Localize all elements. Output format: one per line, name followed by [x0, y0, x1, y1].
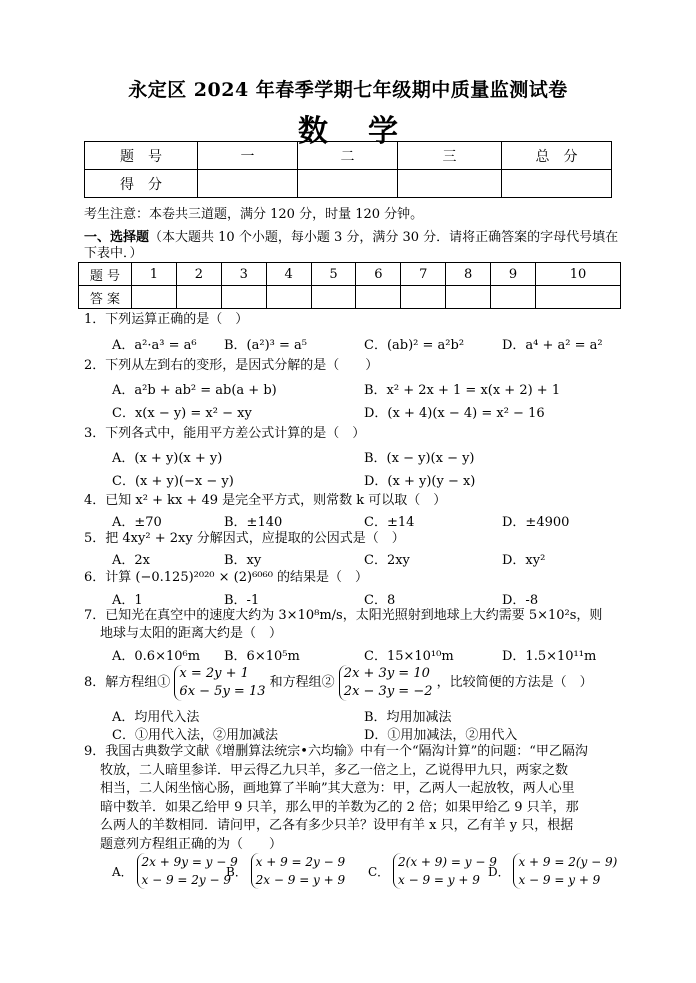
question-9-text: [84, 743, 614, 855]
question-8-post: ，比较简便的方法是（ ）: [436, 675, 593, 690]
answer-number: 4: [266, 263, 311, 286]
question-1-stem: 1．下列运算正确的是（ ）: [84, 312, 249, 327]
score-header-label: 题 号: [85, 142, 198, 170]
question-9-line: 牧放，二人暗里参详．甲云得乙九只羊，多乙一倍之上，乙说得甲九只，两家之数: [100, 762, 569, 778]
question-1-option-a: A．a²·a³ = a⁶: [112, 338, 197, 353]
question-1-option-c: C．(ab)² = a²b²: [364, 338, 465, 353]
score-cell: [502, 170, 612, 198]
question-3-option-d: D．(x + y)(y − x): [364, 474, 476, 489]
question-5-option-c: C．2xy: [364, 553, 410, 568]
question-9-option-d-eq-1: x + 9 = 2(y − 9): [518, 855, 618, 869]
answer-cell: [176, 286, 221, 309]
answer-number: 10: [536, 263, 621, 286]
answer-row-number-label: 题 号: [79, 263, 132, 286]
question-6-option-b: B．-1: [224, 593, 260, 608]
score-header-2: 二: [298, 142, 398, 170]
question-9-option-d-eq-2: x − 9 = y + 9: [518, 873, 601, 887]
exam-title: 永定区 2024 年春季学期七年级期中质量监测试卷: [128, 79, 568, 101]
answer-number: 3: [221, 263, 266, 286]
question-6-stem: 6．计算 (−0.125)²⁰²⁰ × (2)⁶⁰⁶⁰ 的结果是（ ）: [84, 570, 369, 585]
question-3-option-c: C．(x + y)(−x − y): [112, 474, 234, 489]
answer-number: 9: [491, 263, 536, 286]
question-8-system-2-eq-2: 2x − 3y = −2: [343, 684, 433, 699]
answer-cell: [536, 286, 621, 309]
question-1-option-d: D．a⁴ + a² = a²: [502, 338, 603, 353]
question-9-option-b: [226, 853, 345, 889]
question-9-option-d-system: [513, 853, 617, 889]
question-2-option-c: C．x(x − y) = x² − xy: [112, 406, 252, 421]
question-4-option-a: A．±70: [112, 515, 162, 530]
question-2-option-d: D．(x + 4)(x − 4) = x² − 16: [364, 406, 545, 421]
question-4-option-d: D．±4900: [502, 515, 570, 530]
question-5-option-b: B．xy: [224, 553, 262, 568]
question-9-option-a-label: A．: [112, 864, 133, 879]
question-9-option-c-eq-1: 2(x + 9) = y − 9: [398, 855, 497, 869]
section-1-text: （本大题共 10 个小题，每小题 3 分，满分 30 分．请将正确答案的字母代号填在下表中．）: [84, 230, 619, 261]
answer-cell: [311, 286, 356, 309]
answer-cell: [491, 286, 536, 309]
question-4-option-b: B．±140: [224, 515, 283, 530]
score-header-3: 三: [398, 142, 502, 170]
question-9-option-b-eq-2: 2x − 9 = y + 9: [255, 873, 346, 887]
question-9-option-c-eq-2: x − 9 = y + 9: [398, 873, 480, 887]
question-8-option-d: D．①用加减法，②用代入: [364, 728, 518, 743]
question-8-system-1: [174, 665, 265, 701]
question-7-option-a: A．0.6×10⁶m: [112, 649, 201, 664]
question-9-line: 题意列方程组正确的为（ ）: [100, 836, 283, 852]
question-1-option-b: B．(a²)³ = a⁵: [224, 338, 307, 353]
question-3-option-b: B．(x − y)(x − y): [364, 451, 475, 466]
question-9-option-d: [488, 853, 617, 889]
question-8-system-1-eq-1: x = 2y + 1: [179, 666, 249, 681]
question-5-stem: 5．把 4xy² + 2xy 分解因式，应提取的公因式是（ ）: [84, 531, 405, 546]
question-8-system-2: [339, 665, 433, 701]
answer-cell: [266, 286, 311, 309]
question-9-option-c-system: [393, 853, 497, 889]
question-7-option-d: D．1.5×10¹¹m: [502, 649, 597, 664]
question-9-option-b-system: [251, 853, 346, 889]
exam-notice: 考生注意：本卷共三道题，满分 120 分，时量 120 分钟。: [84, 207, 424, 222]
question-2-stem: 2．下列从左到右的变形，是因式分解的是（ ）: [84, 358, 379, 373]
question-8-stem: [84, 665, 593, 701]
section-1-instructions: [84, 230, 624, 262]
answer-cell: [401, 286, 446, 309]
question-6-option-d: D．-8: [502, 593, 539, 608]
question-4-stem: 4．已知 x² + kx + 49 是完全平方式，则常数 k 可以取（ ）: [84, 493, 447, 508]
section-1-heading: 一、选择题: [84, 230, 150, 245]
question-9-line: 相当，二人闲坐恼心肠，画地算了半晌”其大意为：甲，乙两人一起放牧，两人心里: [100, 781, 575, 797]
question-7-line-1: 7．已知光在真空中的速度大约为 3×10⁸m/s，太阳光照射到地球上大约需要 5×10²s，则: [84, 608, 603, 623]
answer-number: 6: [356, 263, 401, 286]
question-5-option-a: A．2x: [112, 553, 150, 568]
question-8-option-a: A．均用代入法: [112, 710, 200, 725]
question-8-option-b: B．均用加减法: [364, 710, 452, 725]
score-header-1: 一: [198, 142, 298, 170]
question-9-option-a-eq-2: x − 9 = 2y − 9: [141, 873, 232, 887]
question-8-system-1-eq-2: 6x − 5y = 13: [179, 684, 266, 699]
subject-title: 数学: [298, 114, 438, 149]
question-9-option-c-label: C．: [368, 864, 390, 879]
score-row-label: 得 分: [85, 170, 198, 198]
question-3-option-a: A．(x + y)(x + y): [112, 451, 223, 466]
question-9-line: 么两人的羊数相同．请问甲，乙各有多少只羊？设甲有羊 x 只，乙有羊 y 只，根据: [100, 818, 574, 834]
question-9-option-b-label: B．: [226, 864, 247, 879]
question-8-pre: 8．解方程组①: [84, 675, 171, 690]
answer-cell: [221, 286, 266, 309]
score-cell: [198, 170, 298, 198]
question-8-option-c: C．①用代入法，②用加减法: [112, 728, 278, 743]
answer-number: 8: [446, 263, 491, 286]
answer-number: 1: [132, 263, 177, 286]
question-5-option-d: D．xy²: [502, 553, 546, 568]
answer-number: 2: [176, 263, 221, 286]
question-8-mid: 和方程组②: [269, 675, 335, 690]
question-6-option-a: A．1: [112, 593, 143, 608]
question-4-option-c: C．±14: [364, 515, 415, 530]
answer-cell: [132, 286, 177, 309]
question-8-system-2-eq-1: 2x + 3y = 10: [343, 666, 430, 681]
answer-table: [78, 262, 621, 309]
question-7-option-c: C．15×10¹⁰m: [364, 649, 454, 664]
question-9-option-a: [112, 853, 238, 889]
question-9-option-a-eq-1: 2x + 9y = y − 9: [141, 855, 238, 869]
score-cell: [398, 170, 502, 198]
answer-number: 5: [311, 263, 356, 286]
question-9-option-b-eq-1: x + 9 = 2y − 9: [255, 855, 346, 869]
answer-cell: [356, 286, 401, 309]
question-9-option-a-system: [137, 853, 238, 889]
question-9-option-c: [368, 853, 497, 889]
score-cell: [298, 170, 398, 198]
answer-number: 7: [401, 263, 446, 286]
question-2-option-a: A．a²b + ab² = ab(a + b): [112, 383, 277, 398]
score-header-total: 总 分: [502, 142, 612, 170]
question-2-option-b: B．x² + 2x + 1 = x(x + 2) + 1: [364, 383, 561, 398]
score-table: [84, 141, 612, 198]
question-3-stem: 3．下列各式中，能用平方差公式计算的是（ ）: [84, 426, 366, 441]
question-7-option-b: B．6×10⁵m: [224, 649, 300, 664]
question-7-line-2: 地球与太阳的距离大约是（ ）: [100, 626, 283, 641]
answer-row-answer-label: 答 案: [79, 286, 132, 309]
question-9-line: 暗中数羊．如果乙给甲 9 只羊，那么甲的羊数为乙的 2 倍；如果甲给乙 9 只羊，那: [100, 799, 579, 815]
question-9-option-d-label: D．: [488, 864, 510, 879]
question-6-option-c: C．8: [364, 593, 396, 608]
answer-cell: [446, 286, 491, 309]
question-9-line: 9．我国古典数学文献《增删算法统宗•六均输》中有一个“隔沟计算”的问题：“甲乙隔沟: [84, 744, 588, 759]
